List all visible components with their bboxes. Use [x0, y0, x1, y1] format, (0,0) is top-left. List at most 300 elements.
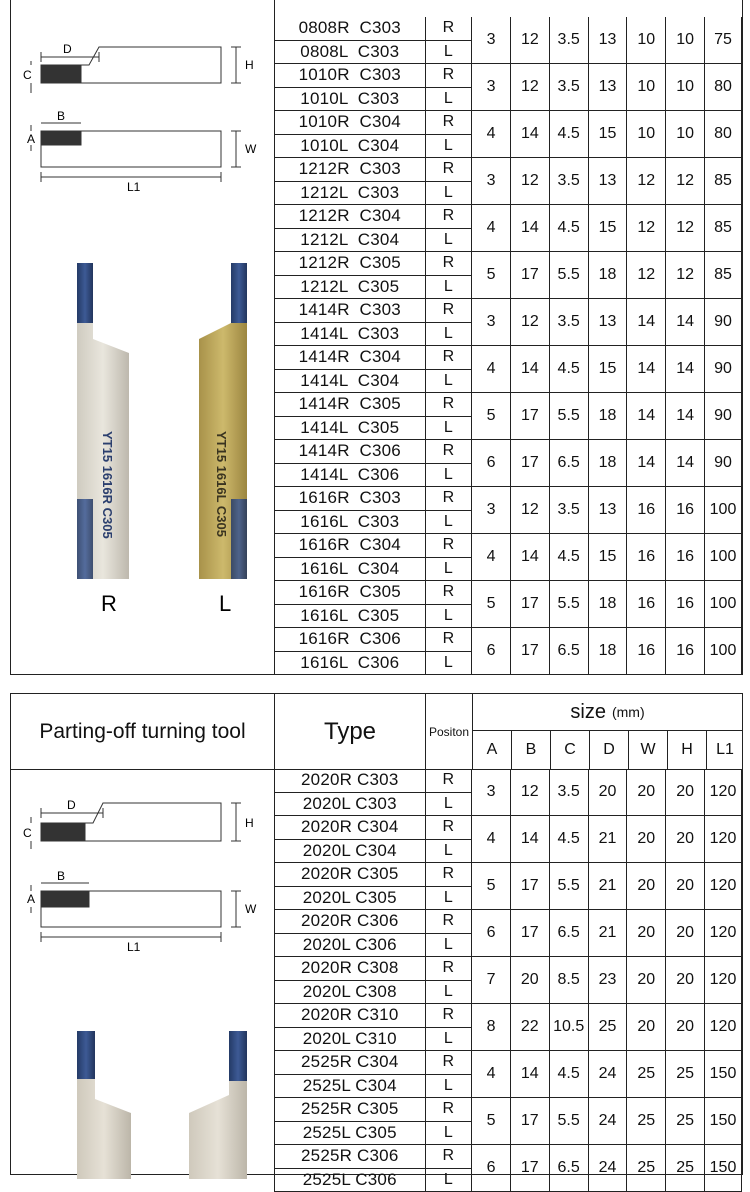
- size-cell-c: 3.5: [549, 487, 588, 534]
- size-cell-w: 10: [627, 111, 666, 158]
- position-cell: L: [425, 933, 472, 957]
- column-header: B: [512, 731, 551, 769]
- size-cell-w: 16: [627, 581, 666, 628]
- size-cell-b: 12: [510, 64, 549, 111]
- size-cell-d: 13: [588, 158, 627, 205]
- size-cell-c: 4.5: [549, 205, 588, 252]
- size-cell-c: 4.5: [549, 346, 588, 393]
- dim-label-C: C: [23, 826, 32, 840]
- size-cell-c: 6.5: [549, 440, 588, 487]
- type-cell: 1010L C303: [275, 87, 426, 111]
- size-cell-c: 5.5: [549, 252, 588, 299]
- position-cell: R: [425, 440, 472, 464]
- size-cell-b: 17: [510, 1098, 549, 1145]
- size-cell-w: 10: [627, 17, 666, 64]
- size-cell-h: 10: [666, 111, 705, 158]
- size-cell-w: 16: [627, 487, 666, 534]
- size-cell-w: 14: [627, 393, 666, 440]
- position-cell: L: [425, 1168, 472, 1192]
- size-cell-h: 25: [666, 1098, 705, 1145]
- size-cell-a: 3: [472, 487, 511, 534]
- size-cell-b: 17: [510, 440, 549, 487]
- size-cell-l1: 150: [705, 1051, 742, 1098]
- position-cell: R: [425, 64, 472, 88]
- size-cell-h: 12: [666, 252, 705, 299]
- size-header-label: size: [570, 700, 606, 723]
- size-cell-d: 21: [588, 863, 627, 910]
- type-cell: 1212R C305: [275, 252, 426, 276]
- table-row: [275, 628, 742, 652]
- position-header: Positon: [426, 694, 473, 770]
- size-cell-a: 5: [472, 581, 511, 628]
- panel-title: Parting-off turning tool: [11, 694, 275, 770]
- size-header: [473, 694, 742, 731]
- size-cell-l1: 90: [705, 346, 742, 393]
- size-cell-h: 20: [666, 769, 705, 816]
- size-cell-b: 12: [510, 769, 549, 816]
- table-row: [275, 1004, 742, 1028]
- type-cell: 1414R C305: [275, 393, 426, 417]
- type-cell: 2020R C310: [275, 1004, 426, 1028]
- position-cell: R: [425, 957, 472, 981]
- size-cell-d: 13: [588, 299, 627, 346]
- position-cell: R: [425, 346, 472, 370]
- type-header: Type: [275, 694, 426, 770]
- tool-illustration-cell: [11, 0, 275, 674]
- size-cell-a: 3: [472, 158, 511, 205]
- size-cell-l1: 100: [705, 628, 742, 675]
- size-cell-l1: 150: [705, 1145, 742, 1192]
- size-cell-l1: 150: [705, 1098, 742, 1145]
- tool-photos: [11, 261, 274, 641]
- size-cell-c: 5.5: [549, 1098, 588, 1145]
- table-row: [275, 440, 742, 464]
- size-cell-a: 5: [472, 252, 511, 299]
- size-cell-h: 16: [666, 534, 705, 581]
- size-cell-b: 17: [510, 252, 549, 299]
- table-row: [275, 957, 742, 981]
- size-cell-a: 3: [472, 17, 511, 64]
- size-cell-l1: 120: [705, 910, 742, 957]
- position-cell: R: [425, 487, 472, 511]
- size-cell-b: 14: [510, 534, 549, 581]
- size-cell-w: 20: [627, 957, 666, 1004]
- size-cell-b: 17: [510, 581, 549, 628]
- size-cell-d: 21: [588, 910, 627, 957]
- type-cell: 2020R C308: [275, 957, 426, 981]
- column-header: W: [629, 731, 668, 769]
- size-cell-a: 4: [472, 1051, 511, 1098]
- size-cell-b: 14: [510, 205, 549, 252]
- position-cell: L: [425, 886, 472, 910]
- tool-left-image-2: [189, 1031, 247, 1179]
- type-cell: 1212R C304: [275, 205, 426, 229]
- size-cell-c: 8.5: [549, 957, 588, 1004]
- dim-label-B: B: [57, 869, 66, 883]
- table-row: [275, 487, 742, 511]
- size-cell-a: 6: [472, 1145, 511, 1192]
- size-cell-c: 4.5: [549, 534, 588, 581]
- type-cell: 1616R C306: [275, 628, 426, 652]
- dim-label-D: D: [63, 42, 72, 56]
- size-cell-w: 14: [627, 346, 666, 393]
- dimension-diagram: [11, 17, 274, 217]
- type-cell: 2525L C304: [275, 1074, 426, 1098]
- table-row: [275, 393, 742, 417]
- type-cell: 2020R C305: [275, 863, 426, 887]
- position-cell: R: [425, 1145, 472, 1169]
- type-cell: 1616L C305: [275, 604, 426, 628]
- position-cell: R: [425, 816, 472, 840]
- tool-right-image-2: [77, 1031, 131, 1179]
- size-cell-c: 6.5: [549, 1145, 588, 1192]
- column-header: D: [590, 731, 629, 769]
- size-cell-a: 8: [472, 1004, 511, 1051]
- size-cell-w: 20: [627, 1004, 666, 1051]
- type-cell: 2525R C306: [275, 1145, 426, 1169]
- type-cell: 1414R C303: [275, 299, 426, 323]
- size-cell-b: 12: [510, 299, 549, 346]
- size-cell-a: 4: [472, 816, 511, 863]
- spec-table-2: [274, 769, 742, 1192]
- size-cell-c: 3.5: [549, 158, 588, 205]
- column-header: A: [473, 731, 512, 769]
- position-cell: R: [425, 581, 472, 605]
- type-cell: 2020R C304: [275, 816, 426, 840]
- position-cell: L: [425, 416, 472, 440]
- size-cell-a: 4: [472, 346, 511, 393]
- size-cell-b: 17: [510, 393, 549, 440]
- table-row: [275, 534, 742, 558]
- position-cell: L: [425, 1027, 472, 1051]
- size-cell-c: 3.5: [549, 64, 588, 111]
- size-cell-h: 16: [666, 581, 705, 628]
- type-cell: 2020L C303: [275, 792, 426, 816]
- size-cell-w: 16: [627, 628, 666, 675]
- type-cell: 1616L C303: [275, 510, 426, 534]
- size-cell-d: 18: [588, 581, 627, 628]
- type-cell: 1010R C303: [275, 64, 426, 88]
- size-cell-d: 21: [588, 816, 627, 863]
- size-cell-h: 10: [666, 64, 705, 111]
- table-row: [275, 581, 742, 605]
- dim-label-W: W: [245, 902, 257, 916]
- size-cell-b: 14: [510, 816, 549, 863]
- type-cell: 1414R C304: [275, 346, 426, 370]
- table-row: [275, 111, 742, 135]
- size-cell-w: 14: [627, 299, 666, 346]
- size-cell-d: 18: [588, 393, 627, 440]
- dim-label-A: A: [27, 132, 36, 146]
- type-cell: 1010R C304: [275, 111, 426, 135]
- size-cell-b: 12: [510, 487, 549, 534]
- type-cell: 1414L C305: [275, 416, 426, 440]
- position-cell: L: [425, 275, 472, 299]
- spec-table-panel-1: [10, 0, 743, 675]
- size-cell-a: 3: [472, 769, 511, 816]
- tool-label-right: R: [101, 591, 117, 616]
- table-row: [275, 816, 742, 840]
- spec-table-panel-2: [10, 693, 743, 1189]
- tool-right-marking: YT15 1616R C305: [100, 431, 115, 539]
- table-row: [275, 1051, 742, 1075]
- size-cell-a: 6: [472, 910, 511, 957]
- size-cell-c: 3.5: [549, 299, 588, 346]
- type-cell: 1414R C306: [275, 440, 426, 464]
- size-cell-d: 18: [588, 628, 627, 675]
- size-cell-l1: 85: [705, 205, 742, 252]
- type-cell: 2020L C304: [275, 839, 426, 863]
- position-cell: L: [425, 792, 472, 816]
- size-cell-l1: 85: [705, 252, 742, 299]
- size-cell-d: 20: [588, 769, 627, 816]
- size-cell-h: 14: [666, 393, 705, 440]
- size-cell-w: 12: [627, 158, 666, 205]
- table-row: [275, 346, 742, 370]
- size-cell-w: 14: [627, 440, 666, 487]
- tool-right-image: [77, 263, 129, 579]
- size-cell-h: 12: [666, 158, 705, 205]
- size-cell-d: 25: [588, 1004, 627, 1051]
- position-cell: R: [425, 17, 472, 40]
- table-row: [275, 64, 742, 88]
- type-cell: 1616R C305: [275, 581, 426, 605]
- size-cell-d: 24: [588, 1098, 627, 1145]
- size-cell-a: 3: [472, 64, 511, 111]
- size-cell-c: 5.5: [549, 393, 588, 440]
- type-cell: 1414L C303: [275, 322, 426, 346]
- size-cell-d: 18: [588, 440, 627, 487]
- column-header: H: [668, 731, 707, 769]
- type-cell: 2020R C303: [275, 769, 426, 792]
- type-cell: 1616R C304: [275, 534, 426, 558]
- size-cell-c: 10.5: [549, 1004, 588, 1051]
- size-cell-a: 6: [472, 440, 511, 487]
- table-row: [275, 1145, 742, 1169]
- position-cell: L: [425, 322, 472, 346]
- size-cell-c: 3.5: [549, 17, 588, 64]
- size-cell-d: 15: [588, 534, 627, 581]
- type-cell: 2525L C306: [275, 1168, 426, 1192]
- spec-table-1: [274, 17, 742, 675]
- size-cell-l1: 120: [705, 863, 742, 910]
- size-cell-b: 14: [510, 346, 549, 393]
- size-cell-w: 10: [627, 64, 666, 111]
- size-cell-l1: 120: [705, 1004, 742, 1051]
- size-cell-h: 20: [666, 863, 705, 910]
- size-cell-l1: 120: [705, 769, 742, 816]
- position-cell: L: [425, 510, 472, 534]
- table-row: [275, 863, 742, 887]
- type-cell: 2020R C306: [275, 910, 426, 934]
- dim-label-A: A: [27, 892, 36, 906]
- size-cell-d: 13: [588, 64, 627, 111]
- size-cell-c: 6.5: [549, 910, 588, 957]
- size-cell-c: 6.5: [549, 628, 588, 675]
- size-cell-h: 14: [666, 440, 705, 487]
- size-cell-d: 24: [588, 1145, 627, 1192]
- size-cell-d: 15: [588, 111, 627, 158]
- type-cell: 2525L C305: [275, 1121, 426, 1145]
- size-cell-b: 12: [510, 17, 549, 64]
- position-cell: R: [425, 534, 472, 558]
- position-cell: R: [425, 628, 472, 652]
- tool-left-marking: YT15 1616L C305: [214, 431, 229, 537]
- size-cell-b: 17: [510, 863, 549, 910]
- size-cell-h: 14: [666, 346, 705, 393]
- size-cell-h: 16: [666, 628, 705, 675]
- size-cell-h: 20: [666, 910, 705, 957]
- dim-label-B: B: [57, 109, 66, 123]
- size-cell-c: 3.5: [549, 769, 588, 816]
- type-cell: 2525R C304: [275, 1051, 426, 1075]
- size-cell-a: 5: [472, 393, 511, 440]
- size-cell-b: 12: [510, 158, 549, 205]
- type-cell: 1414L C304: [275, 369, 426, 393]
- size-cell-l1: 120: [705, 957, 742, 1004]
- position-cell: R: [425, 1051, 472, 1075]
- tool-photos-2: [11, 1029, 274, 1179]
- table-row: [275, 252, 742, 276]
- size-cell-l1: 90: [705, 299, 742, 346]
- size-cell-w: 20: [627, 816, 666, 863]
- dim-label-H: H: [245, 816, 254, 830]
- size-cell-c: 4.5: [549, 1051, 588, 1098]
- size-header-unit: (mm): [611, 704, 645, 720]
- type-cell: 0808R C303: [275, 17, 426, 40]
- size-cell-w: 20: [627, 769, 666, 816]
- table-row: [275, 17, 742, 40]
- position-cell: L: [425, 651, 472, 675]
- dim-label-W: W: [245, 142, 257, 156]
- size-cell-d: 18: [588, 252, 627, 299]
- size-cell-c: 4.5: [549, 111, 588, 158]
- size-cell-d: 13: [588, 17, 627, 64]
- size-cell-b: 17: [510, 910, 549, 957]
- dim-label-H: H: [245, 58, 254, 72]
- size-cell-c: 4.5: [549, 816, 588, 863]
- table-row: [275, 769, 742, 792]
- size-cell-h: 20: [666, 1004, 705, 1051]
- table-row: [275, 205, 742, 229]
- size-cell-c: 5.5: [549, 863, 588, 910]
- size-cell-a: 7: [472, 957, 511, 1004]
- size-cell-w: 25: [627, 1098, 666, 1145]
- size-cell-h: 20: [666, 816, 705, 863]
- column-header: L1: [716, 741, 734, 758]
- size-cell-l1: 100: [705, 487, 742, 534]
- size-cell-a: 4: [472, 534, 511, 581]
- size-cell-l1: 100: [705, 534, 742, 581]
- tool-left-image: [199, 263, 247, 579]
- position-cell: L: [425, 839, 472, 863]
- position-cell: R: [425, 1004, 472, 1028]
- table-row: [275, 158, 742, 182]
- size-cell-w: 12: [627, 205, 666, 252]
- dim-label-L1: L1: [127, 940, 141, 954]
- position-cell: L: [425, 134, 472, 158]
- type-cell: 2020L C308: [275, 980, 426, 1004]
- position-cell: R: [425, 910, 472, 934]
- position-cell: L: [425, 557, 472, 581]
- tool-label-left: L: [219, 591, 232, 616]
- size-cell-h: 20: [666, 957, 705, 1004]
- type-cell: 2020L C305: [275, 886, 426, 910]
- position-cell: L: [425, 604, 472, 628]
- table-row: [275, 1098, 742, 1122]
- size-cell-l1: 120: [705, 816, 742, 863]
- size-cell-w: 25: [627, 1145, 666, 1192]
- size-cell-h: 25: [666, 1051, 705, 1098]
- position-cell: R: [425, 863, 472, 887]
- type-cell: 1010L C304: [275, 134, 426, 158]
- position-cell: L: [425, 369, 472, 393]
- size-cell-b: 14: [510, 111, 549, 158]
- position-cell: R: [425, 769, 472, 792]
- dimension-diagram-2: [11, 769, 274, 969]
- type-cell: 1212L C303: [275, 181, 426, 205]
- size-cell-b: 17: [510, 1145, 549, 1192]
- size-cell-b: 17: [510, 628, 549, 675]
- dim-label-C: C: [23, 68, 32, 82]
- size-cell-a: 5: [472, 1098, 511, 1145]
- tool-illustration-cell-2: [11, 769, 275, 1179]
- type-cell: 2020L C306: [275, 933, 426, 957]
- size-cell-b: 14: [510, 1051, 549, 1098]
- size-cell-d: 13: [588, 487, 627, 534]
- dim-label-D: D: [67, 798, 76, 812]
- size-cell-d: 24: [588, 1051, 627, 1098]
- type-cell: 1212L C305: [275, 275, 426, 299]
- size-cell-d: 15: [588, 346, 627, 393]
- size-cell-a: 5: [472, 863, 511, 910]
- position-cell: L: [425, 1074, 472, 1098]
- size-cell-h: 14: [666, 299, 705, 346]
- position-cell: R: [425, 299, 472, 323]
- type-cell: 1414L C306: [275, 463, 426, 487]
- size-cell-l1: 90: [705, 393, 742, 440]
- size-cell-w: 16: [627, 534, 666, 581]
- position-cell: L: [425, 228, 472, 252]
- size-cell-l1: 100: [705, 581, 742, 628]
- size-cell-a: 6: [472, 628, 511, 675]
- type-cell: 1616R C303: [275, 487, 426, 511]
- size-cell-l1: 75: [705, 17, 742, 64]
- type-cell: 1212R C303: [275, 158, 426, 182]
- position-cell: R: [425, 393, 472, 417]
- size-cell-w: 20: [627, 910, 666, 957]
- position-cell: L: [425, 40, 472, 64]
- position-cell: L: [425, 87, 472, 111]
- size-cell-l1: 85: [705, 158, 742, 205]
- panel2-column-headers: [473, 731, 743, 770]
- type-cell: 0808L C303: [275, 40, 426, 64]
- type-cell: 2525R C305: [275, 1098, 426, 1122]
- size-cell-h: 25: [666, 1145, 705, 1192]
- size-cell-a: 4: [472, 111, 511, 158]
- size-cell-l1: 80: [705, 111, 742, 158]
- size-cell-b: 22: [510, 1004, 549, 1051]
- size-cell-l1: 80: [705, 64, 742, 111]
- size-cell-l1: 90: [705, 440, 742, 487]
- size-cell-h: 10: [666, 17, 705, 64]
- position-cell: L: [425, 980, 472, 1004]
- size-cell-w: 25: [627, 1051, 666, 1098]
- position-cell: R: [425, 205, 472, 229]
- size-cell-h: 16: [666, 487, 705, 534]
- size-cell-d: 15: [588, 205, 627, 252]
- position-cell: L: [425, 463, 472, 487]
